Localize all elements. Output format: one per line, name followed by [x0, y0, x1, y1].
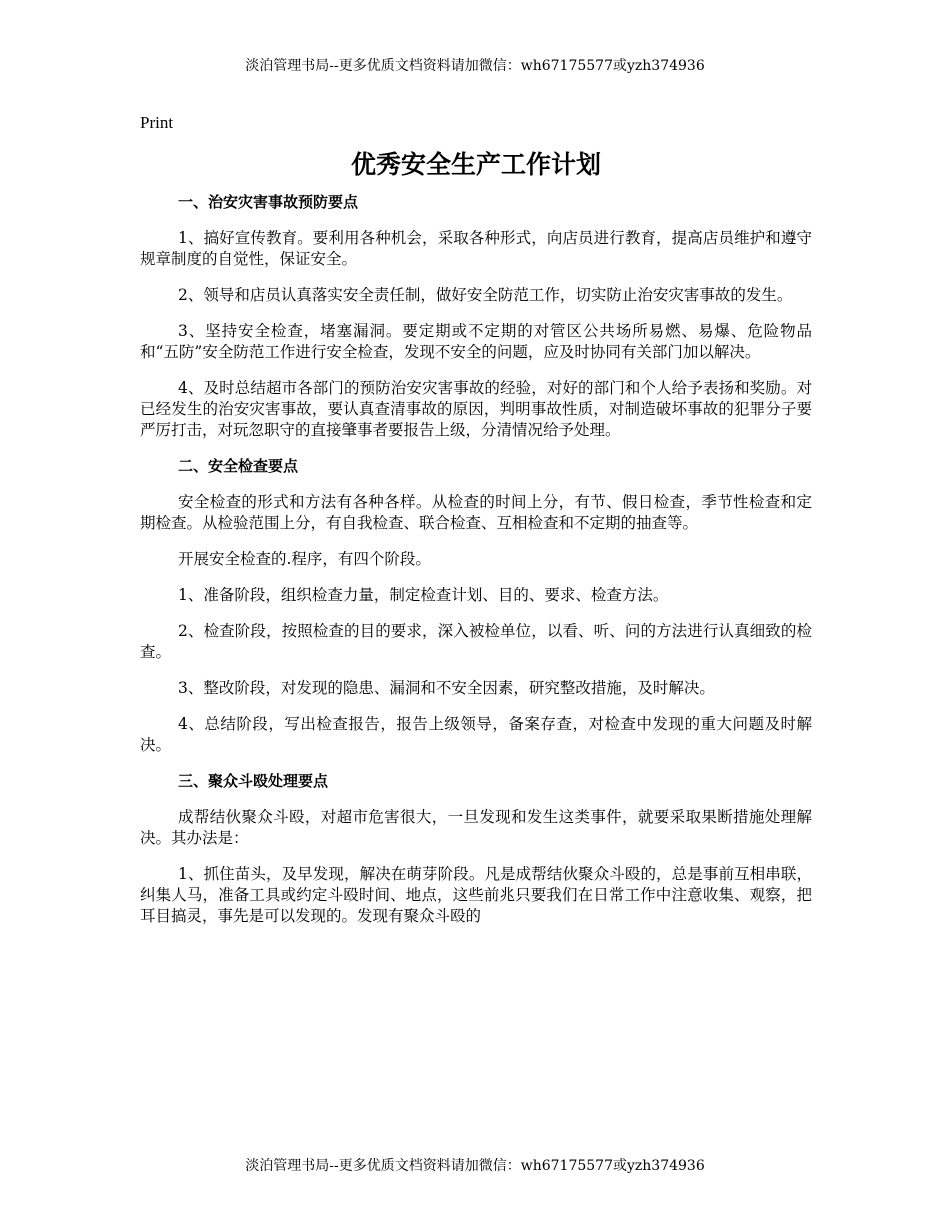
print-label: Print [140, 113, 174, 132]
page-footer: 淡泊管理书局--更多优质文档资料请加微信：wh67175577或yzh374936 [245, 1158, 705, 1174]
paragraph: 开展安全检查的.程序，有四个阶段。 [178, 550, 431, 568]
section-heading-3: 三、聚众斗殴处理要点 [178, 772, 329, 790]
paragraph: 安全检查的形式和方法有各种各样。从检查的时间上分，有节、假日检查，季节性检查和定期检查。从检验范围上分，有自我检查、联合检查、互相检查和不定期的抽查等。 [140, 493, 812, 532]
section-heading-1: 一、治安灾害事故预防要点 [178, 193, 359, 211]
document-body [140, 112, 812, 942]
paragraph: 1、搞好宣传教育。要利用各种机会，采取各种形式，向店员进行教育，提高店员维护和遵守规章制度的自觉性，保证安全。 [140, 229, 812, 268]
paragraph: 3、整改阶段，对发现的隐患、漏洞和不安全因素，研究整改措施，及时解决。 [178, 679, 715, 697]
paragraph: 1、准备阶段，组织检查力量，制定检查计划、目的、要求、检查方法。 [178, 586, 669, 604]
paragraph: 4、及时总结超市各部门的预防治安灾害事故的经验，对好的部门和个人给予表扬和奖励。对已经发生的治安灾害事故，要认真查清事故的原因，判明事故性质，对制造破坏事故的犯罪分子要严厉打击，对玩忽职守的直接肇事者要报告上级，分清情况给予处理。 [140, 379, 812, 439]
page-header: 淡泊管理书局--更多优质文档资料请加微信：wh67175577或yzh374936 [245, 58, 705, 74]
paragraph: 成帮结伙聚众斗殴，对超市危害很大，一旦发现和发生这类事件，就要采取果断措施处理解决。其办法是： [140, 808, 812, 847]
paragraph: 2、领导和店员认真落实安全责任制，做好安全防范工作，切实防止治安灾害事故的发生。 [178, 286, 793, 304]
document-title: 优秀安全生产工作计划 [350, 150, 601, 179]
section-heading-2: 二、安全检查要点 [178, 457, 299, 475]
paragraph: 4、总结阶段，写出检查报告，报告上级领导，备案存查，对检查中发现的重大问题及时解决。 [140, 715, 812, 754]
paragraph: 2、检查阶段，按照检查的目的要求，深入被检单位，以看、听、问的方法进行认真细致的检查。 [140, 622, 812, 661]
paragraph: 3、坚持安全检查，堵塞漏洞。要定期或不定期的对管区公共场所易燃、易爆、危险物品和“五防”安全防范工作进行安全检查，发现不安全的问题，应及时协同有关部门加以解决。 [140, 322, 812, 361]
paragraph: 1、抓住苗头，及早发现，解决在萌芽阶段。凡是成帮结伙聚众斗殴的，总是事前互相串联，纠集人马，准备工具或约定斗殴时间、地点，这些前兆只要我们在日常工作中注意收集、观察，把耳目搞灵，事先是可以发现的。发现有聚众斗殴的 [140, 865, 812, 925]
